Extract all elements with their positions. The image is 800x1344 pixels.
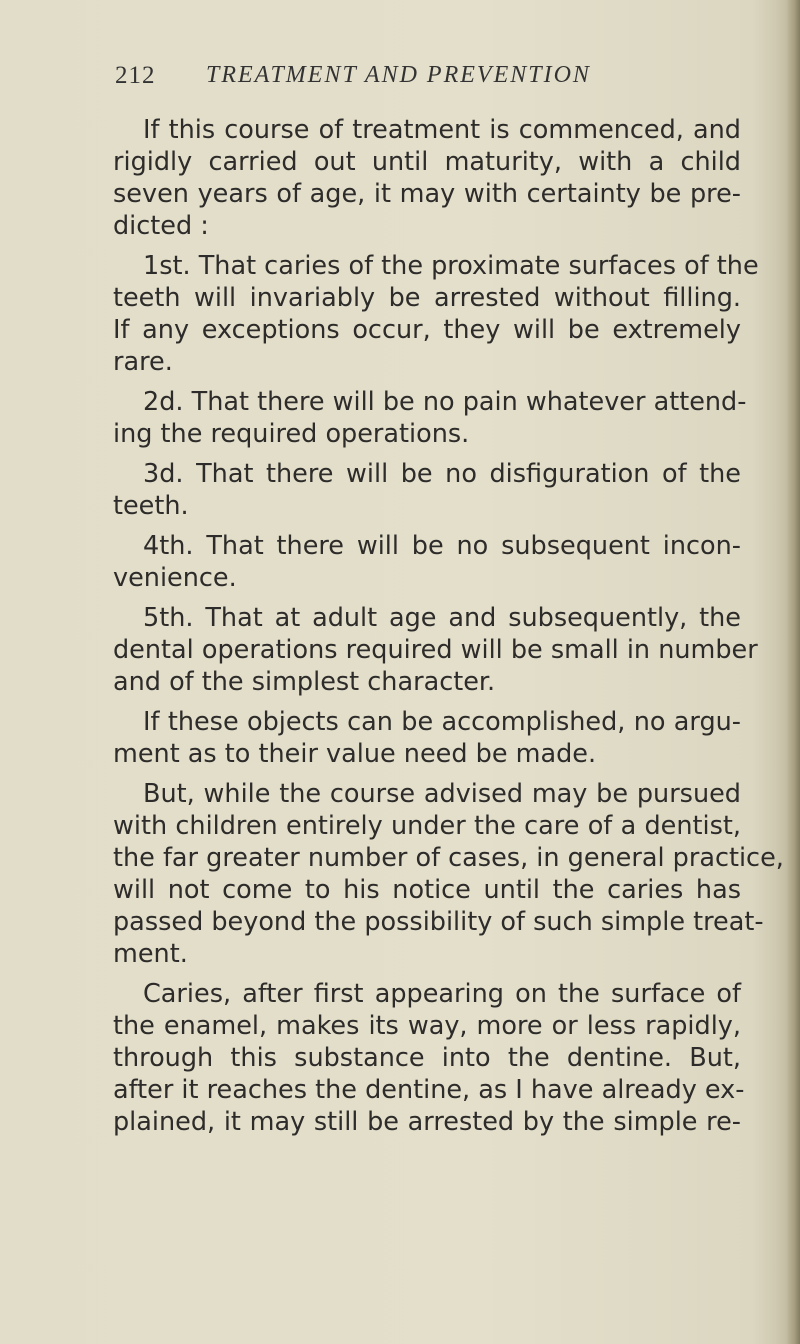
text-line: 4th. That there will be no subsequent incon- <box>143 531 741 561</box>
text-line: venience. <box>113 563 237 593</box>
text-line: teeth will invariably be arrested without filling. <box>113 283 741 313</box>
page-header <box>115 60 715 100</box>
text-line: through this substance into the dentine. But, <box>113 1043 741 1073</box>
text-line: rigidly carried out until maturity, with a child <box>113 147 741 177</box>
text-line: But, while the course advised may be pursued <box>143 779 741 809</box>
text-line: will not come to his notice until the caries has <box>113 875 741 905</box>
text-line: ing the required operations. <box>113 419 470 449</box>
text-line: rare. <box>113 347 173 377</box>
text-line: Caries, after first appearing on the surface of <box>143 979 741 1009</box>
text-line: ment as to their value need be made. <box>113 739 597 769</box>
text-line: passed beyond the possibility of such simple treat- <box>113 907 764 937</box>
text-line: seven years of age, it may with certainty be pre- <box>113 179 741 209</box>
paragraph-caries <box>113 978 745 1138</box>
text-line: 2d. That there will be no pain whatever attend- <box>143 387 747 417</box>
text-line: If this course of treatment is commenced, and <box>143 115 741 145</box>
text-line: dicted : <box>113 211 209 241</box>
page-edge-shadow <box>786 0 800 1344</box>
text-line: teeth. <box>113 491 189 521</box>
text-line: 5th. That at adult age and subsequently, the <box>143 603 741 633</box>
text-line: the enamel, makes its way, more or less rapidly, <box>113 1011 741 1041</box>
text-line: 3d. That there will be no disfiguration of the <box>143 459 741 489</box>
paragraph-fifth <box>113 602 758 698</box>
paragraph-fourth <box>113 530 741 594</box>
text-line: ment. <box>113 939 188 969</box>
paragraph-first <box>113 250 759 378</box>
text-line: with children entirely under the care of a dentist, <box>113 811 741 841</box>
paragraph-intro <box>113 114 741 242</box>
text-line: 1st. That caries of the proximate surfaces of the <box>143 251 759 281</box>
text-line: after it reaches the dentine, as I have already ex- <box>113 1075 745 1105</box>
text-line: plained, it may still be arrested by the simple re- <box>113 1107 741 1137</box>
paragraph-course <box>113 778 784 970</box>
paragraph-objects <box>113 706 741 770</box>
text-line: the far greater number of cases, in general practice, <box>113 843 784 873</box>
text-line: dental operations required will be small in number <box>113 635 758 665</box>
page-body <box>113 114 784 1138</box>
text-line: and of the simplest character. <box>113 667 496 697</box>
paragraph-second <box>113 386 747 450</box>
text-line: If these objects can be accomplished, no argu- <box>143 707 741 737</box>
text-line: If any exceptions occur, they will be extremely <box>113 315 741 345</box>
paragraph-third <box>113 458 741 522</box>
running-head: TREATMENT AND PREVENTION <box>206 62 591 88</box>
page-number: 212 <box>115 62 156 89</box>
